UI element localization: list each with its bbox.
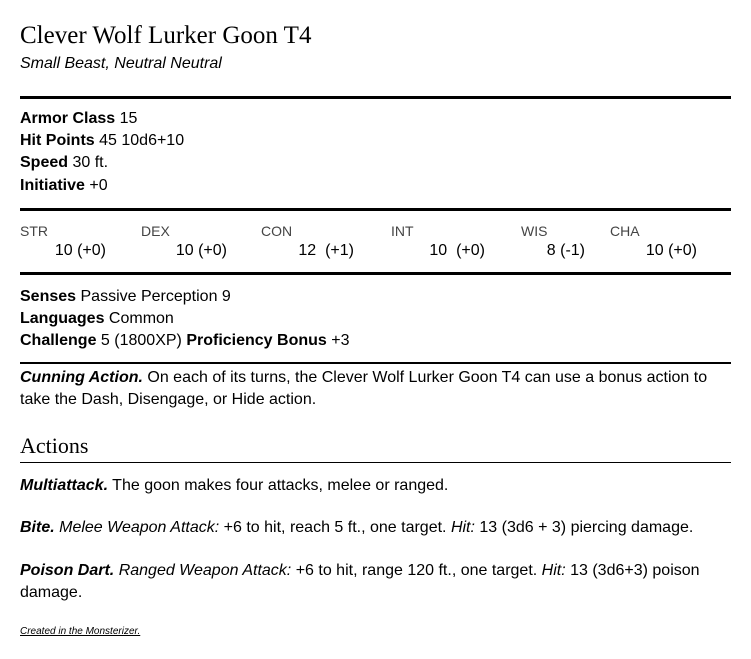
action-name: Multiattack.: [20, 477, 109, 494]
attack-type: Ranged Weapon Attack:: [118, 562, 292, 579]
languages: [20, 308, 174, 330]
attack-type: Melee Weapon Attack:: [59, 519, 220, 536]
label: Languages: [20, 310, 105, 327]
divider: [20, 96, 731, 99]
action-bite: [20, 517, 731, 539]
label: Proficiency Bonus: [186, 332, 327, 349]
value: Passive Perception 9: [80, 288, 231, 305]
value: +0: [89, 177, 108, 194]
action-text: +6 to hit, range 120 ft., one target.: [295, 562, 538, 579]
action-multiattack: [20, 475, 731, 497]
stat-value-wis: 8 (-1): [546, 242, 585, 259]
label: Senses: [20, 288, 77, 305]
stat-value-int: 10 (+0): [429, 242, 485, 259]
stat-value-con: 12 (+1): [298, 242, 354, 259]
monster-name: Clever Wolf Lurker Goon T4: [20, 22, 312, 49]
trait-name: Cunning Action.: [20, 369, 143, 386]
senses: [20, 286, 231, 308]
action-name: Poison Dart.: [20, 562, 115, 579]
divider: [20, 462, 731, 463]
value: +3: [331, 332, 350, 349]
action-text: The goon makes four attacks, melee or ranged.: [112, 477, 449, 494]
trait-text: On each of its turns, the Clever Wolf Lurker Goon T4 can use a bonus action to take the Dash, Disengage, or Hide action.: [20, 369, 708, 408]
armor-class: [20, 108, 137, 130]
value: 15: [119, 110, 138, 127]
stat-label-con: CON: [261, 223, 293, 239]
stat-label-str: STR: [20, 223, 48, 239]
action-name: Bite.: [20, 519, 55, 536]
stat-label-wis: WIS: [521, 223, 548, 239]
damage: 13 (3d6 + 3) piercing damage.: [479, 519, 694, 536]
stat-label-cha: CHA: [610, 223, 640, 239]
value: 30 ft.: [72, 154, 109, 171]
value: 5 (1800XP): [100, 332, 182, 349]
label: Hit Points: [20, 132, 95, 149]
hit-label: Hit:: [450, 519, 475, 536]
hit-points: [20, 130, 184, 152]
stat-value-dex: 10 (+0): [175, 242, 227, 259]
divider: [20, 272, 731, 275]
initiative: [20, 175, 108, 197]
actions-heading: Actions: [20, 433, 89, 458]
trait-cunning-action: [20, 367, 731, 411]
speed: [20, 152, 108, 174]
label: Speed: [20, 154, 69, 171]
hit-label: Hit:: [541, 562, 566, 579]
value: 45 10d6+10: [99, 132, 185, 149]
challenge: [20, 330, 350, 352]
action-poison-dart: [20, 560, 731, 604]
label: Challenge: [20, 332, 97, 349]
stat-label-dex: DEX: [141, 223, 170, 239]
stat-label-int: INT: [391, 223, 414, 239]
divider: [20, 208, 731, 211]
stat-value-cha: 10 (+0): [645, 242, 697, 259]
action-text: +6 to hit, reach 5 ft., one target.: [223, 519, 447, 536]
monster-type: Small Beast, Neutral Neutral: [20, 55, 222, 72]
label: Armor Class: [20, 110, 116, 127]
label: Initiative: [20, 177, 85, 194]
monsterizer-credit-link[interactable]: Created in the Monsterizer.: [20, 626, 141, 637]
damage: 13 (3d6+3) poison damage.: [20, 562, 700, 601]
divider: [20, 362, 731, 364]
stat-value-str: 10 (+0): [54, 242, 106, 259]
value: Common: [108, 310, 174, 327]
